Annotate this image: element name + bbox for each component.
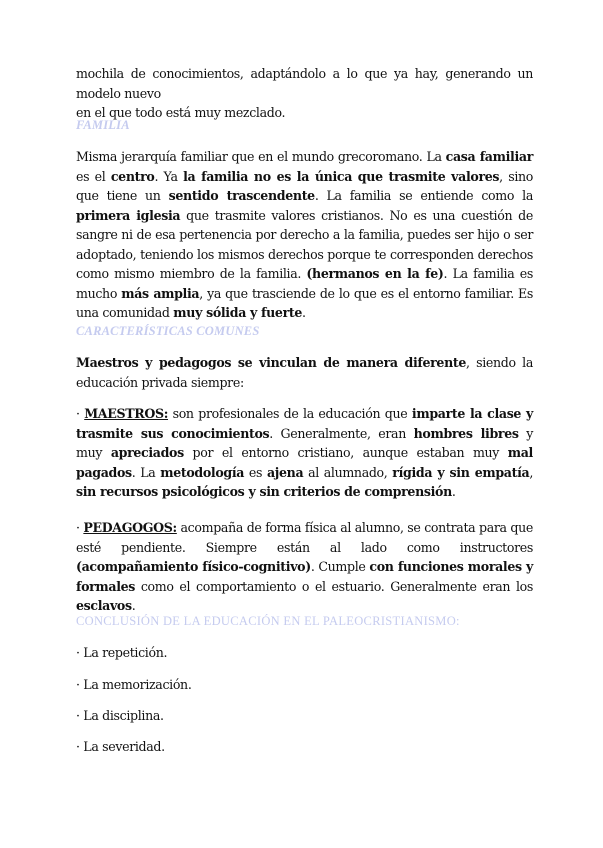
pedagogos-label: PEDAGOGOS: — [83, 520, 177, 535]
caracteristicas-heading: CARACTERÍSTICAS COMUNES — [76, 324, 260, 338]
intro-line-1: mochila de conocimientos, adaptándolo a lo que ya hay, generando un modelo nuevo — [76, 66, 533, 101]
list-item: · La repetición. — [76, 645, 168, 660]
familia-heading: FAMILIA — [76, 118, 130, 132]
maestros-paragraph: · MAESTROS: son profesionales de la educación que imparte la clase y trasmite sus conocimientos. Generalmente, eran hombres libres y muy apreciados por el entorno cristiano, aunque estaban muy mal pagados. La metodología es ajena al alumnado, rígida y sin empatía, sin recursos psicológicos y sin criterios de comprensión. — [76, 406, 534, 499]
intro-line-2: en el que todo está muy mezclado. — [76, 105, 286, 120]
maestros-label: MAESTROS: — [84, 406, 169, 421]
list-item: · La severidad. — [76, 739, 165, 754]
familia-paragraph: Misma jerarquía familiar que en el mundo grecoromano. La casa familiar es el centro. Ya la familia no es la única que trasmite valores, sino que tiene un sentido trascendente. La familia se entiende como la primera iglesia que trasmite valores cristianos. No es una cuestión de sangre ni de esa pertenencia por derecho a la familia, puedes ser hijo o ser adoptado, teniendo los mismos derechos porque te corresponden derechos como mismo miembro de la familia. (hermanos en la fe). La familia es mucho más amplia, ya que trasciende de lo que es el entorno familiar. Es una comunidad muy sólida y fuerte. — [76, 149, 534, 320]
pedagogos-paragraph: · PEDAGOGOS: acompaña de forma física al alumno, se contrata para que esté pendiente. Siempre están al lado como instructores (acompañamiento físico-cognitivo). Cumple con funciones morales y formales como el comportamiento o el estuario. Generalmente eran los esclavos. — [76, 520, 533, 613]
list-item: · La memorización. — [76, 677, 192, 692]
list-item: · La disciplina. — [76, 708, 164, 723]
conclusion-heading: CONCLUSIÓN DE LA EDUCACIÓN EN EL PALEOCRISTIANISMO: — [76, 614, 460, 628]
caracteristicas-paragraph: Maestros y pedagogos se vinculan de manera diferente, siendo la educación privada siempre: — [76, 355, 533, 390]
intro-paragraph — [76, 64, 533, 123]
